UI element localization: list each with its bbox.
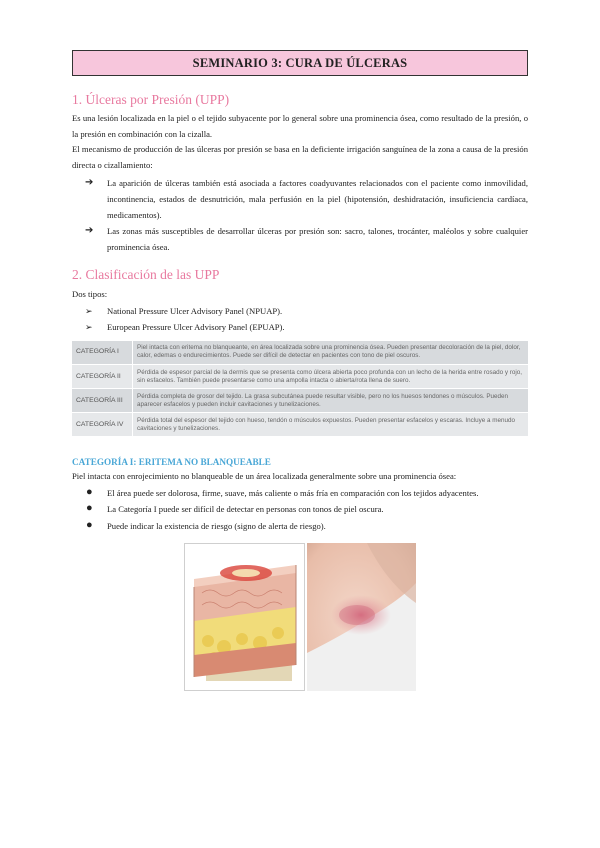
table-cell-category: CATEGORÍA I bbox=[72, 341, 133, 365]
table-cell-description: Pérdida total del espesor del tejido con hueso, tendón o músculos expuestos. Pueden presentar esfacelos y escaras. Incluye a menudo cavitaciones y tunelizaciones. bbox=[133, 413, 529, 437]
table-cell-category: CATEGORÍA IV bbox=[72, 413, 133, 437]
list-item: ● La Categoría I puede ser difícil de detectar en personas con tonos de piel oscura. bbox=[85, 501, 528, 518]
paragraph-mechanism: El mecanismo de producción de las úlceras por presión se basa en la deficiente irrigación sanguínea de la zona a causa de la presión directa o cizallamiento: bbox=[72, 144, 528, 170]
category-one-list bbox=[72, 485, 528, 535]
skin-layers-illustration bbox=[184, 543, 305, 691]
list-item: ➢ European Pressure Ulcer Advisory Panel (EPUAP). bbox=[85, 319, 528, 335]
figure-group bbox=[184, 543, 416, 691]
table-cell-category: CATEGORÍA III bbox=[72, 389, 133, 413]
panels-list bbox=[72, 303, 528, 335]
paragraph-types: Dos tipos: bbox=[72, 289, 108, 299]
table-cell-description: Pérdida de espesor parcial de la dermis que se presenta como úlcera abierta poco profunda con un lecho de la herida entre rosado y rojo, sin esfacelos. También puede presentarse como una ampolla intacta o abierta/rota llena de suero. bbox=[133, 365, 529, 389]
arrow-bullet-icon: ➔ bbox=[85, 177, 94, 188]
list-item: ➔ Las zonas más susceptibles de desarrollar úlceras por presión son: sacro, talones, trocánter, maléolos y sobre cualquier prominencia ósea. bbox=[85, 225, 528, 252]
list-item: ● El área puede ser dolorosa, firme, suave, más caliente o más fría en comparación con los tejidos adyacentes. bbox=[85, 485, 528, 502]
arrow-bullet-icon: ➔ bbox=[85, 225, 94, 236]
table-row bbox=[72, 341, 528, 365]
dot-bullet-icon: ● bbox=[86, 518, 93, 531]
list-item: ● Puede indicar la existencia de riesgo (signo de alerta de riesgo). bbox=[85, 518, 528, 535]
section-heading-upp: 1. Úlceras por Presión (UPP) bbox=[72, 92, 230, 107]
dot-bullet-icon: ● bbox=[86, 485, 93, 498]
page-title bbox=[72, 50, 528, 76]
table-row bbox=[72, 365, 528, 389]
triangle-bullet-icon: ➢ bbox=[85, 305, 93, 316]
list-item: ➔ La aparición de úlceras también está asociada a factores coadyuvantes relacionados con el paciente como inmovilidad, incontinencia, estados de desnutrición, mala perfusión en la piel (hipotensión, deshidratación, insuficiencia cardíaca, medicamentos). bbox=[85, 177, 528, 220]
dot-bullet-icon: ● bbox=[86, 502, 93, 514]
paragraph-category-one: Piel intacta con enrojecimiento no blanqueable de un área localizada generalmente sobre una prominencia ósea: bbox=[72, 471, 457, 481]
table-cell-category: CATEGORÍA II bbox=[72, 365, 133, 389]
list-item: ➢ National Pressure Ulcer Advisory Panel (NPUAP). bbox=[85, 303, 528, 319]
erythema-photo bbox=[307, 543, 416, 691]
table-cell-description: Pérdida completa de grosor del tejido. La grasa subcutánea puede resultar visible, pero no los huesos tendones o músculos. Pueden aparecer esfacelos y pueden incluir cavitaciones y tunelizaciones. bbox=[133, 389, 529, 413]
table-row bbox=[72, 413, 528, 437]
risk-factors-list bbox=[72, 175, 528, 255]
category-table bbox=[72, 341, 528, 438]
triangle-bullet-icon: ➢ bbox=[85, 321, 93, 332]
document-page bbox=[72, 50, 528, 534]
table-cell-description: Piel intacta con eritema no blanqueante, en área localizada sobre una prominencia ósea. Pueden presentar decoloración de la piel, dolor, calor, edemas o endurecimientos. Puede ser difícil de detectar en pacientes con tono de piel oscuros. bbox=[133, 341, 529, 365]
page-title-text: SEMINARIO 3: CURA DE ÚLCERAS bbox=[192, 55, 408, 70]
section-heading-classification: 2. Clasificación de las UPP bbox=[72, 267, 220, 282]
category-one-heading: CATEGORÍA I: ERITEMA NO BLANQUEABLE bbox=[72, 457, 271, 467]
table-row bbox=[72, 389, 528, 413]
paragraph-definition: Es una lesión localizada en la piel o el tejido subyacente por lo general sobre una prominencia ósea, como resultado de la presión, o la presión en combinación con la cizalla. bbox=[72, 113, 528, 139]
